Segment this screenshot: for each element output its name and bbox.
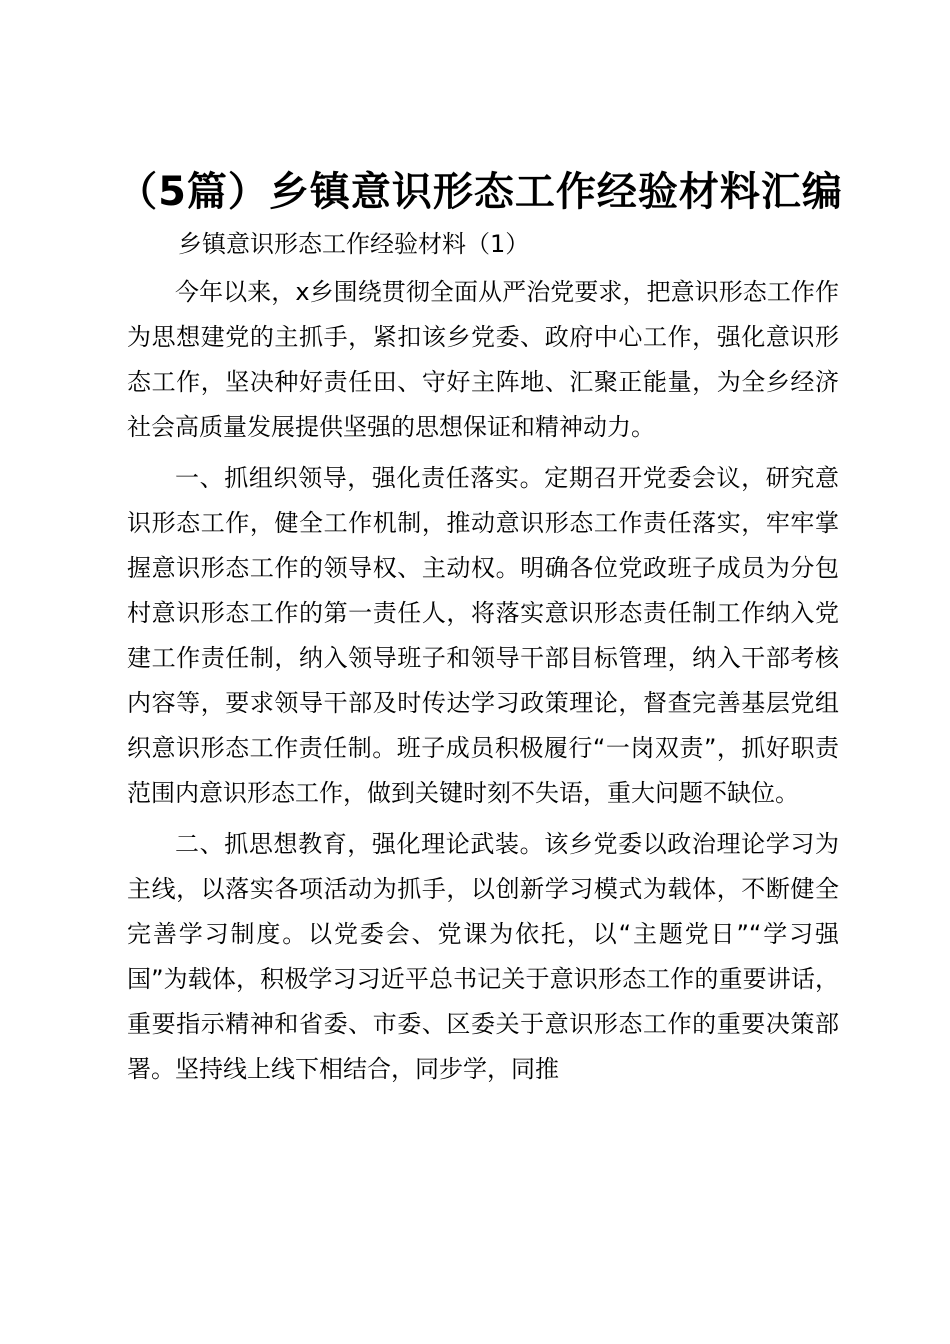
document-subtitle: 乡镇意识形态工作经验材料（1） xyxy=(178,230,530,258)
paragraph-section-2: 二、抓思想教育，强化理论武装。该乡党委以政治理论学习为主线，以落实各项活动为抓手，以创新学习模式为载体，不断健全完善学习制度。以党委会、党课为依托，以“主题党日”“学习强国”为载体，积极学习习近平总书记关于意识形态工作的重要讲话，重要指示精神和省委、市委、区委关于意识形态工作的重要决策部署。坚持线上线下相结合，同步学，同推 xyxy=(127,830,839,1083)
paragraph-intro: 今年以来，x乡围绕贯彻全面从严治党要求，把意识形态工作作为思想建党的主抓手，紧扣该乡党委、政府中心工作，强化意识形态工作，坚决种好责任田、守好主阵地、汇聚正能量，为全乡经济社会高质量发展提供坚强的思想保证和精神动力。 xyxy=(127,278,839,441)
document-body xyxy=(127,270,839,1092)
paragraph-section-1: 一、抓组织领导，强化责任落实。定期召开党委会议，研究意识形态工作，健全工作机制，推动意识形态工作责任落实，牢牢掌握意识形态工作的领导权、主动权。明确各位党政班子成员为分包村意识形态工作的第一责任人，将落实意识形态责任制工作纳入党建工作责任制，纳入领导班子和领导干部目标管理，纳入干部考核内容等，要求领导干部及时传达学习政策理论，督查完善基层党组织意识形态工作责任制。班子成员积极履行“一岗双责”，抓好职责范围内意识形态工作，做到关键时刻不失语，重大问题不缺位。 xyxy=(127,464,839,807)
document-title: （5篇）乡镇意识形态工作经验材料汇编 xyxy=(117,169,843,215)
